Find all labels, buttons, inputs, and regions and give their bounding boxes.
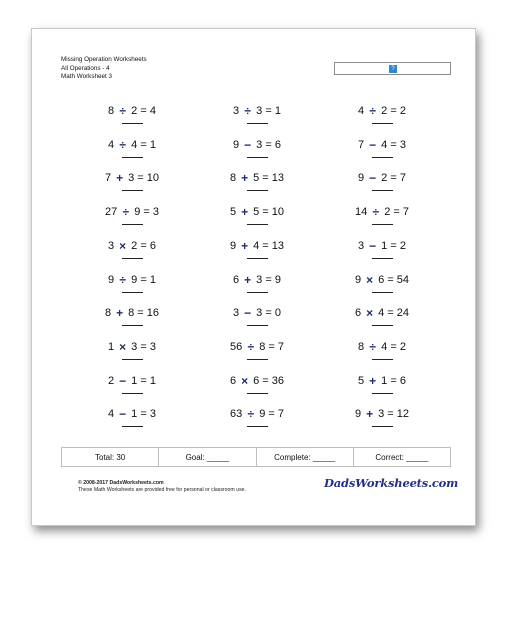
equation-result: 2 = 6 bbox=[131, 239, 156, 252]
problem-equation bbox=[72, 273, 192, 287]
answer-line[interactable] bbox=[122, 224, 143, 225]
first-operand: 7 bbox=[358, 138, 365, 151]
equation-result: 9 = 1 bbox=[131, 273, 156, 286]
operator-symbol: − bbox=[369, 171, 377, 186]
complete-cell[interactable]: Complete: _____ bbox=[257, 448, 354, 466]
equation-result: 1 = 2 bbox=[381, 239, 406, 252]
equation-result: 9 = 7 bbox=[259, 408, 285, 421]
answer-line[interactable] bbox=[122, 123, 143, 124]
answer-line[interactable] bbox=[122, 190, 143, 191]
worksheet-series-title: Missing Operation Worksheets bbox=[61, 56, 147, 63]
math-problem bbox=[72, 306, 192, 332]
problem-equation bbox=[322, 407, 442, 421]
answer-line[interactable] bbox=[247, 359, 268, 360]
copyright-notice bbox=[78, 480, 246, 493]
total-cell: Total: 30 bbox=[62, 448, 159, 466]
first-operand: 9 bbox=[108, 273, 115, 286]
operator-symbol: − bbox=[369, 238, 377, 253]
operator-symbol: + bbox=[244, 272, 252, 287]
equation-result: 4 = 3 bbox=[381, 138, 406, 151]
equation-result: 9 = 3 bbox=[134, 206, 160, 219]
answer-line[interactable] bbox=[122, 325, 143, 326]
problem-equation bbox=[72, 239, 192, 253]
problem-equation bbox=[322, 306, 442, 320]
operator-symbol: × bbox=[366, 306, 374, 321]
equation-result: 5 = 10 bbox=[253, 206, 284, 219]
answer-line[interactable] bbox=[372, 325, 393, 326]
problem-equation bbox=[197, 205, 317, 219]
problem-equation bbox=[72, 104, 192, 118]
name-field-box[interactable] bbox=[334, 62, 451, 75]
math-problem bbox=[197, 138, 317, 164]
equation-result: 4 = 13 bbox=[253, 239, 284, 252]
math-problem bbox=[72, 340, 192, 366]
math-problem bbox=[197, 407, 317, 433]
math-problem bbox=[322, 306, 442, 332]
problem-equation bbox=[322, 239, 442, 253]
first-operand: 27 bbox=[104, 206, 118, 219]
first-operand: 5 bbox=[229, 206, 237, 219]
answer-line[interactable] bbox=[247, 258, 268, 259]
problem-equation bbox=[197, 239, 317, 253]
math-problem bbox=[72, 104, 192, 130]
worksheet-number: Math Worksheet 3 bbox=[61, 73, 112, 81]
problem-equation bbox=[322, 104, 442, 118]
answer-line[interactable] bbox=[247, 393, 268, 394]
answer-line[interactable] bbox=[122, 359, 143, 360]
first-operand: 9 bbox=[358, 172, 365, 185]
first-operand: 8 bbox=[108, 105, 115, 117]
equation-result: 4 = 2 bbox=[381, 340, 406, 353]
first-operand: 63 bbox=[229, 408, 243, 421]
answer-line[interactable] bbox=[247, 123, 268, 124]
first-operand: 14 bbox=[354, 206, 368, 219]
first-operand: 6 bbox=[354, 307, 362, 320]
problem-equation bbox=[197, 407, 317, 421]
first-operand: 9 bbox=[354, 273, 362, 286]
first-operand: 9 bbox=[354, 408, 362, 421]
first-operand: 56 bbox=[229, 340, 243, 353]
first-operand: 4 bbox=[108, 138, 115, 151]
problem-equation bbox=[72, 138, 192, 152]
first-operand: 2 bbox=[108, 374, 115, 387]
operator-symbol: + bbox=[366, 407, 374, 422]
answer-line[interactable] bbox=[372, 426, 393, 427]
copyright-line: © 2008-2017 DadsWorksheets.com bbox=[78, 480, 164, 486]
answer-line[interactable] bbox=[122, 426, 143, 427]
answer-line[interactable] bbox=[122, 258, 143, 259]
operator-symbol: ÷ bbox=[122, 205, 130, 220]
answer-line[interactable] bbox=[247, 190, 268, 191]
operator-symbol: + bbox=[369, 373, 377, 388]
equation-result: 2 = 7 bbox=[381, 172, 406, 185]
problem-equation bbox=[197, 104, 317, 118]
problem-equation bbox=[322, 205, 442, 219]
math-problem bbox=[197, 104, 317, 130]
problem-equation bbox=[72, 374, 192, 388]
problem-equation bbox=[197, 138, 317, 152]
operator-symbol: + bbox=[116, 171, 124, 186]
math-problem bbox=[72, 171, 192, 197]
math-problem bbox=[322, 171, 442, 197]
first-operand: 8 bbox=[358, 340, 365, 353]
answer-line[interactable] bbox=[372, 393, 393, 394]
problem-equation bbox=[72, 306, 192, 320]
problem-equation bbox=[72, 171, 192, 185]
equation-result: 4 = 24 bbox=[378, 307, 409, 320]
equation-result: 4 = 1 bbox=[131, 138, 156, 151]
first-operand: 9 bbox=[233, 138, 240, 151]
math-problem bbox=[322, 407, 442, 433]
equation-result: 3 = 12 bbox=[378, 408, 409, 421]
operator-symbol: + bbox=[241, 238, 249, 253]
usage-note: These Math Worksheets are provided free for personal or classroom use. bbox=[78, 486, 246, 493]
problem-equation bbox=[197, 374, 317, 388]
math-problem bbox=[197, 239, 317, 265]
first-operand: 5 bbox=[358, 374, 365, 387]
operator-symbol: ÷ bbox=[119, 104, 126, 118]
operator-symbol: − bbox=[119, 373, 127, 388]
equation-result: 8 = 7 bbox=[259, 340, 285, 353]
equation-result: 1 = 6 bbox=[381, 374, 406, 387]
worksheet-header bbox=[61, 56, 147, 82]
problem-equation bbox=[322, 374, 442, 388]
equation-result: 2 = 7 bbox=[384, 206, 410, 219]
operator-symbol: + bbox=[116, 306, 124, 321]
answer-line[interactable] bbox=[122, 157, 143, 158]
math-problem bbox=[322, 340, 442, 366]
operator-symbol: × bbox=[119, 339, 127, 354]
math-problem bbox=[72, 407, 192, 433]
equation-result: 5 = 13 bbox=[253, 172, 284, 185]
problem-equation bbox=[322, 171, 442, 185]
equation-result: 2 = 2 bbox=[381, 105, 406, 117]
math-problem bbox=[72, 273, 192, 299]
qr-code-icon[interactable]: ? bbox=[389, 65, 397, 73]
answer-line[interactable] bbox=[372, 157, 393, 158]
worksheet-page bbox=[31, 28, 476, 526]
equation-result: 2 = 4 bbox=[131, 105, 156, 117]
operator-symbol: ÷ bbox=[247, 339, 255, 354]
first-operand: 4 bbox=[358, 105, 365, 117]
problem-equation bbox=[197, 306, 317, 320]
operator-symbol: ÷ bbox=[369, 339, 376, 354]
first-operand: 3 bbox=[233, 307, 240, 320]
equation-result: 1 = 1 bbox=[131, 374, 156, 387]
math-problem bbox=[72, 374, 192, 400]
answer-line[interactable] bbox=[372, 123, 393, 124]
first-operand: 3 bbox=[358, 239, 365, 252]
equation-result: 1 = 3 bbox=[131, 408, 156, 421]
math-problem bbox=[197, 374, 317, 400]
math-problem bbox=[322, 138, 442, 164]
equation-result: 3 = 9 bbox=[256, 273, 281, 286]
dadsworksheets-logo[interactable]: DadsWorksheets.com bbox=[324, 476, 459, 490]
math-problem bbox=[72, 138, 192, 164]
answer-line[interactable] bbox=[247, 426, 268, 427]
operator-symbol: + bbox=[241, 171, 249, 186]
problem-equation bbox=[322, 340, 442, 354]
answer-line[interactable] bbox=[247, 325, 268, 326]
answer-line[interactable] bbox=[372, 190, 393, 191]
first-operand: 7 bbox=[104, 172, 112, 185]
operator-symbol: − bbox=[119, 407, 127, 422]
first-operand: 6 bbox=[229, 374, 237, 387]
equation-result: 6 = 54 bbox=[378, 273, 409, 286]
first-operand: 8 bbox=[104, 307, 112, 320]
operator-symbol: − bbox=[244, 306, 252, 321]
math-problem bbox=[322, 205, 442, 231]
math-problem bbox=[322, 104, 442, 130]
operator-symbol: ÷ bbox=[369, 104, 376, 118]
operator-symbol: ÷ bbox=[119, 137, 126, 152]
operator-symbol: + bbox=[241, 205, 249, 220]
math-problem bbox=[197, 205, 317, 231]
math-problem bbox=[322, 374, 442, 400]
first-operand: 6 bbox=[233, 273, 240, 286]
problem-equation bbox=[197, 273, 317, 287]
correct-cell[interactable]: Correct: _____ bbox=[375, 452, 429, 462]
math-problem bbox=[197, 340, 317, 366]
first-operand: 8 bbox=[229, 172, 237, 185]
math-problem bbox=[197, 171, 317, 197]
equation-result: 3 = 3 bbox=[131, 340, 156, 353]
operator-symbol: − bbox=[244, 137, 252, 152]
equation-result: 3 = 6 bbox=[256, 138, 281, 151]
worksheet-subtitle: All Operations - 4 bbox=[61, 64, 110, 72]
goal-cell[interactable]: Goal: _____ bbox=[159, 448, 256, 466]
problem-equation bbox=[197, 171, 317, 185]
math-problem bbox=[197, 273, 317, 299]
first-operand: 3 bbox=[233, 105, 240, 117]
first-operand: 3 bbox=[108, 239, 115, 252]
equation-result: 6 = 36 bbox=[253, 374, 284, 387]
score-row bbox=[61, 447, 451, 467]
answer-line[interactable] bbox=[372, 292, 393, 293]
math-problem bbox=[72, 205, 192, 231]
answer-line[interactable] bbox=[247, 224, 268, 225]
operator-symbol: ÷ bbox=[372, 205, 380, 220]
operator-symbol: × bbox=[119, 238, 127, 253]
equation-result: 3 = 0 bbox=[256, 307, 281, 320]
answer-line[interactable] bbox=[122, 292, 143, 293]
math-problem bbox=[322, 273, 442, 299]
operator-symbol: ÷ bbox=[247, 407, 255, 422]
problem-equation bbox=[72, 407, 192, 421]
operator-symbol: × bbox=[241, 373, 249, 388]
equation-result: 3 = 1 bbox=[256, 105, 281, 117]
problem-equation bbox=[197, 340, 317, 354]
first-operand: 4 bbox=[108, 408, 115, 421]
math-problem bbox=[197, 306, 317, 332]
answer-line[interactable] bbox=[372, 258, 393, 259]
equation-result: 3 = 10 bbox=[128, 172, 159, 185]
operator-symbol: × bbox=[366, 272, 374, 287]
math-problem bbox=[322, 239, 442, 265]
math-problem bbox=[72, 239, 192, 265]
first-operand: 1 bbox=[108, 340, 115, 353]
operator-symbol: ÷ bbox=[244, 104, 251, 118]
problem-equation bbox=[322, 273, 442, 287]
answer-line[interactable] bbox=[372, 359, 393, 360]
problem-equation bbox=[72, 340, 192, 354]
answer-line[interactable] bbox=[122, 393, 143, 394]
equation-result: 8 = 16 bbox=[128, 307, 159, 320]
answer-line[interactable] bbox=[247, 292, 268, 293]
problem-equation bbox=[72, 205, 192, 219]
answer-line[interactable] bbox=[372, 224, 393, 225]
problem-equation bbox=[322, 138, 442, 152]
operator-symbol: ÷ bbox=[119, 272, 126, 287]
answer-line[interactable] bbox=[247, 157, 268, 158]
first-operand: 9 bbox=[229, 239, 237, 252]
operator-symbol: − bbox=[369, 137, 377, 152]
